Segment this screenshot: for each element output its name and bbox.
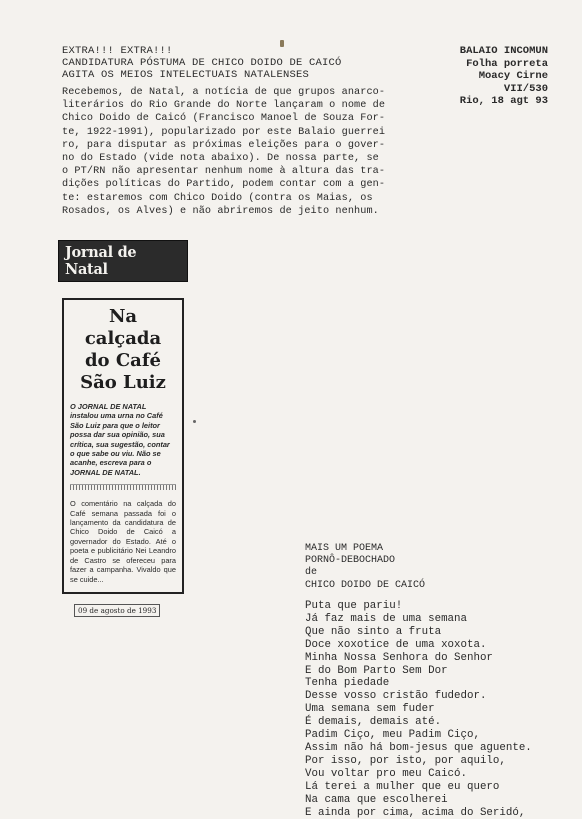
poem-line: Na cama que escolherei <box>305 794 575 807</box>
article-line: te, 1922-1991), popularizado por este Balaio guerrei <box>62 126 452 139</box>
poem-line: Padim Ciço, meu Padim Ciço, <box>305 729 575 742</box>
masthead-author: Moacy Cirne <box>428 70 548 83</box>
poem-line: É demais, demais até. <box>305 716 575 729</box>
poem-line: Uma semana sem fuder <box>305 703 575 716</box>
poem-line: Doce xoxotice de uma xoxota. <box>305 639 575 652</box>
poem-line: E ainda por cima, acima do Seridó, <box>305 807 575 819</box>
article-body <box>62 86 452 218</box>
article-line: no do Estado (vide nota abaixo). De nossa parte, se <box>62 152 452 165</box>
ink-speck <box>193 420 196 423</box>
poem-line: Que não sinto a fruta <box>305 626 575 639</box>
masthead-date: Rio, 18 agt 93 <box>428 95 548 108</box>
clipping-title: Na calçada do Café São Luiz <box>70 306 176 394</box>
poem-header-line: PORNÔ-DEBOCHADO <box>305 555 555 567</box>
headline-line: AGITA OS MEIOS INTELECTUAIS NATALENSES <box>62 69 442 81</box>
headline-line: EXTRA!!! EXTRA!!! <box>62 45 442 57</box>
article-line: Chico Doido de Caicó (Francisco Manoel de Souza For- <box>62 112 452 125</box>
poem-author: CHICO DOIDO DE CAICÓ <box>305 580 555 592</box>
article-line: dições políticas do Partido, podem contar com a gen- <box>62 178 452 191</box>
poem-header-line: MAIS UM POEMA <box>305 543 555 555</box>
poem-line: Puta que pariu! <box>305 600 575 613</box>
masthead-subtitle: Folha porreta <box>428 58 548 71</box>
poem-line: Já faz mais de uma semana <box>305 613 575 626</box>
poem-line: Minha Nossa Senhora do Senhor <box>305 652 575 665</box>
article-line: te: estaremos com Chico Doido (contra os Maias, os <box>62 192 452 205</box>
article-line: Rosados, os Alves) e não abriremos de jeito nenhum. <box>62 205 452 218</box>
clipping-date: 09 de agosto de 1993 <box>74 604 160 617</box>
poem-header-line: de <box>305 567 555 579</box>
poem-header <box>305 543 555 592</box>
article-line: ro, para disputar as próximas eleições para o gover- <box>62 139 452 152</box>
jornal-de-natal-logo: Jornal de Natal <box>58 240 188 282</box>
article-line: o PT/RN não apresentar nenhum nome à altura das tra- <box>62 165 452 178</box>
poem-line: Desse vosso cristão fudedor. <box>305 690 575 703</box>
masthead-title: BALAIO INCOMUN <box>428 45 548 58</box>
headline <box>62 45 442 81</box>
masthead-issue: VII/530 <box>428 83 548 96</box>
clipping-article: O comentário na calçada do Café semana passada foi o lançamento da candidatura de Chico Doido de Caicó a governador do Estado. Até o poeta e publicitário Nei Leandro de Castro se ofereceu para fazer a campanha. Vivaldo que se cuide... <box>70 499 176 584</box>
clipping-intro: O JORNAL DE NATAL instalou uma urna no Café São Luiz para que o leitor possa dar sua opinião, sua crítica, sua sugestão, contar o que sabe ou viu. Não se acanhe, escreva para o JORNAL DE NATAL. <box>70 402 176 477</box>
poem-line: Vou voltar pro meu Caicó. <box>305 768 575 781</box>
clipping-box <box>62 298 184 594</box>
article-line: literários do Rio Grande do Norte lançaram o nome de <box>62 99 452 112</box>
poem-line: Lá terei a mulher que eu quero <box>305 781 575 794</box>
poem-line: Assim não há bom-jesus que aguente. <box>305 742 575 755</box>
poem-line: Por isso, por isto, por aquilo, <box>305 755 575 768</box>
headline-line: CANDIDATURA PÓSTUMA DE CHICO DOIDO DE CAICÓ <box>62 57 442 69</box>
poem-line: E do Bom Parto Sem Dor <box>305 665 575 678</box>
clipping-divider <box>70 484 176 490</box>
article-line: Recebemos, de Natal, a notícia de que grupos anarco- <box>62 86 452 99</box>
newspaper-clipping <box>58 240 188 617</box>
poem-line: Tenha piedade <box>305 677 575 690</box>
poem-body <box>305 600 575 819</box>
